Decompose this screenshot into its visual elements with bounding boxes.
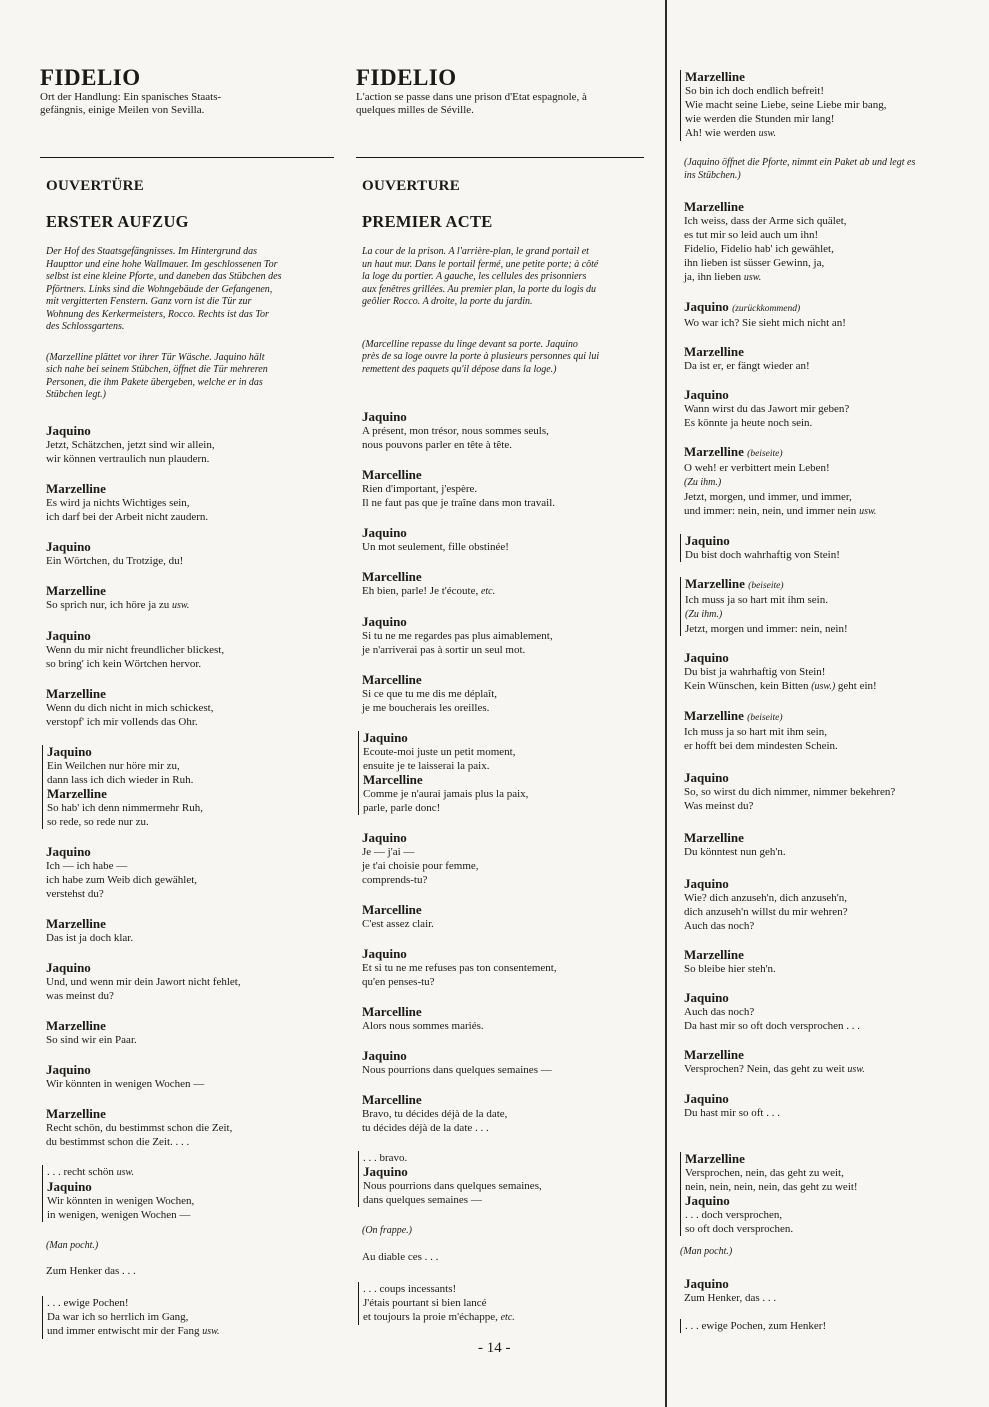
speech-text: O weh! er verbittert mein Leben! — [684, 462, 830, 474]
speech-text: Jetzt, morgen und immer: nein, nein! — [685, 623, 848, 635]
speech-text — [684, 490, 978, 519]
speech-text: Du könntest nun geh'n. — [684, 846, 786, 858]
speech-text: Ecoute-moi juste un petit moment, ensuite je te laisserai la paix. — [363, 746, 516, 772]
speech-text: Wann wirst du das Jawort mir geben? Es könnte ja heute noch sein. — [684, 403, 850, 429]
abbrev: (usw.) — [811, 681, 836, 692]
speech-text: Wo war ich? Sie sieht mich nicht an! — [684, 317, 846, 329]
abbrev: usw. — [758, 128, 776, 139]
speech — [684, 445, 978, 519]
speech-text: Ich muss ja so hart mit ihm sein. — [685, 594, 828, 606]
speaker-name-main: Marzelline — [685, 576, 745, 591]
speech-text: Rien d'important, j'espère. Il ne faut pas que je traîne dans mon travail. — [362, 483, 556, 509]
speech — [362, 570, 646, 599]
abbrev: usw. — [859, 506, 877, 517]
speaker-name: Marcelline — [363, 772, 423, 787]
abbrev: usw. — [116, 1166, 134, 1178]
speech-text: Si ce que tu me dis me déplaît, je me boucherais les oreilles. — [362, 688, 498, 714]
speech — [46, 1264, 340, 1278]
speaker-name: Jaquino — [46, 843, 91, 859]
speaker-name: Marzelline — [47, 785, 107, 801]
speech-text — [46, 598, 340, 613]
abbrev: etc. — [500, 1311, 515, 1323]
speaker-name: Marzelline — [684, 199, 744, 214]
speaker-name: Jaquino — [363, 1164, 408, 1179]
speech-text-main: So bin ich doch endlich befreit! Wie macht seine Liebe, seine Liebe mir bang, wie werden die Stunden mir lang! Ah! wie werden — [685, 85, 887, 139]
speaker-name: Marzelline — [684, 344, 744, 359]
speech-text: So sind wir ein Paar. — [46, 1033, 137, 1046]
speech-text: Es wird ja nichts Wichtiges sein, ich darf bei der Arbeit nicht zaudern. — [46, 496, 209, 523]
duet-bracket — [42, 1296, 340, 1339]
stage-aside: (beiseite) — [747, 713, 783, 723]
speaker-name: Marzelline — [684, 1047, 744, 1062]
speech-text-main: Jetzt, morgen, und immer, und immer, und immer: nein, nein, und immer nein — [684, 491, 857, 517]
german-stage-direction: Der Hof des Staatsgefängnisses. Im Hintergrund das Haupttor und eine hohe Wallmauer. Im geschlossenen Tor selbst ist eine kleine Pforte, und daneben das Stübchen des Pförtners. Links sind die Wohngebäude der Gefangenen, mit vergitterten Fenstern. Ganz vorn ist die Tür zur Wohnung des Kerkermeisters, Rocco. Rechts ist das Tor des Schlossgartens. — [46, 246, 282, 332]
duet-bracket — [42, 1165, 340, 1222]
speech-text-main: . . . coups incessants! J'étais pourtant si bien lancé et toujours la proie m'échappe, — [363, 1282, 498, 1323]
speech-text-main: Eh bien, parle! Je t'écoute, — [362, 585, 479, 597]
speech-text: Versprochen, nein, das geht zu weit, nein, nein, nein, nein, das geht zu weit! — [685, 1167, 858, 1193]
speaker-name: Jaquino — [362, 1048, 407, 1063]
speech — [46, 1107, 340, 1149]
french-title: FIDELIO — [356, 65, 457, 90]
speaker-name: Jaquino — [47, 743, 92, 759]
speaker-name: Jaquino — [46, 538, 91, 554]
speech-text: Nous pourrions dans quelques semaines — — [362, 1064, 552, 1076]
german-stage-direction: (Marzelline plättet vor ihrer Tür Wäsche. Jaquino hält sich nahe bei seinem Stübchen, öffnet die Tür mehreren Personen, die ihm Pakete übergeben, welche er in das Stübchen legt.) — [46, 351, 268, 400]
speech-text — [47, 1165, 340, 1180]
speech — [46, 917, 340, 945]
speech — [362, 410, 646, 452]
german-setting: Ort der Handlung: Ein spanisches Staats- gefängnis, einige Meilen von Sevilla. — [40, 91, 222, 116]
speech-text: Wir könnten in wenigen Wochen, in wenigen, wenigen Wochen — — [47, 1194, 195, 1221]
speaker-name: Marcelline — [362, 569, 422, 584]
speaker-name: Jaquino — [362, 614, 407, 629]
french-act-heading: PREMIER ACTE — [362, 212, 493, 231]
speech-text: Und, und wenn mir dein Jawort nicht fehlet, was meinst du? — [46, 975, 241, 1002]
speech — [362, 526, 646, 554]
german-overture-heading: OUVERTÜRE — [46, 178, 145, 194]
stage-direction: (Jaquino öffnet die Pforte, nimmt ein Paket ab und legt es ins Stübchen.) — [684, 157, 916, 181]
speaker-name: Marzelline — [46, 1105, 106, 1121]
speech-text: Wenn du mir nicht freundlicher blickest, so bring' ich kein Wörtchen hervor. — [46, 643, 225, 670]
speech-text: Ein Weilchen nur höre mir zu, dann lass ich dich wieder in Ruh. — [47, 759, 194, 786]
speech-text-main: So sprich nur, ich höre ja zu — [46, 598, 170, 611]
speech — [46, 961, 340, 1003]
german-column — [40, 66, 340, 1339]
speech — [684, 388, 978, 430]
stage-aside — [684, 475, 978, 490]
divider — [356, 157, 644, 158]
french-stage-direction: (Marcelline repasse du linge devant sa porte. Jaquino près de sa loge ouvre la porte à plusieurs personnes qui lui remettent des paquets qu'il dépose dans la loge.) — [362, 338, 600, 375]
speech-text — [684, 214, 978, 285]
speech — [46, 540, 340, 568]
speaker-name: Jaquino — [684, 770, 729, 785]
speech — [362, 947, 646, 989]
speech-text: Du hast mir so oft . . . — [684, 1107, 780, 1119]
speech — [46, 1019, 340, 1047]
speaker-name: Jaquino — [46, 627, 91, 643]
speech-text: Alors nous sommes mariés. — [362, 1020, 484, 1032]
speaker-name: Marzelline — [46, 582, 106, 598]
speaker-name: Marzelline — [684, 947, 744, 962]
duet-bracket — [358, 1151, 646, 1207]
speech — [684, 877, 978, 933]
duet-bracket — [358, 731, 646, 815]
abbrev: etc. — [480, 586, 496, 597]
stage-aside: (zurückkommend) — [732, 304, 801, 314]
speaker-name: Jaquino — [363, 730, 408, 745]
speech-text: . . . bravo. — [363, 1152, 408, 1164]
speech — [684, 651, 978, 694]
speech-text: Je — j'ai — je t'ai choisie pour femme, comprends-tu? — [362, 846, 479, 886]
speech — [684, 948, 978, 976]
speaker-name: Jaquino — [684, 387, 729, 402]
speaker-name: Marzelline — [46, 480, 106, 496]
speaker-name: Jaquino — [684, 1091, 729, 1106]
stage-aside — [685, 607, 978, 622]
speaker-name: Jaquino — [46, 422, 91, 438]
abbrev: usw. — [743, 272, 762, 283]
french-column — [356, 66, 646, 1325]
abbrev: usw. — [847, 1064, 865, 1075]
german-act-heading: ERSTER AUFZUG — [46, 212, 189, 231]
speech — [684, 771, 978, 813]
duet-bracket — [42, 745, 340, 829]
speaker-name — [685, 577, 978, 593]
speaker-name — [684, 445, 978, 461]
speech — [684, 200, 978, 285]
speech — [680, 577, 978, 636]
speech-text: Recht schön, du bestimmst schon die Zeit, du bestimmst schon die Zeit. . . . — [46, 1121, 233, 1148]
stage-aside: (beiseite) — [747, 449, 783, 459]
speaker-name: Jaquino — [362, 525, 407, 540]
speech-text: Jetzt, Schätzchen, jetzt sind wir allein, wir können vertraulich nun plaudern. — [46, 438, 215, 465]
speech-text: Au diable ces . . . — [362, 1250, 439, 1263]
speaker-name — [684, 709, 978, 725]
duet-bracket — [358, 1282, 646, 1325]
speaker-name: Marzelline — [46, 1017, 106, 1033]
speech — [46, 687, 340, 729]
speech-text: Un mot seulement, fille obstinée! — [362, 541, 509, 553]
speech-text — [362, 584, 646, 599]
speech — [46, 845, 340, 901]
speech — [362, 468, 646, 510]
speech-text — [684, 1062, 978, 1077]
speaker-name: Marcelline — [362, 1004, 422, 1019]
speaker-name: Marzelline — [685, 1151, 745, 1166]
speech-text: Ich muss ja so hart mit ihm sein, er hofft bei dem mindesten Schein. — [684, 726, 838, 752]
speaker-name: Jaquino — [684, 990, 729, 1005]
speech — [684, 1092, 978, 1120]
speech — [684, 709, 978, 753]
speaker-name: Marcelline — [362, 672, 422, 687]
speech-text: Et si tu ne me refuses pas ton consentement, qu'en penses-tu? — [362, 962, 557, 988]
speech-text: So hab' ich denn nimmermehr Ruh, so rede, so rede nur zu. — [47, 801, 203, 828]
speech-text-main: Versprochen? Nein, das geht zu weit — [684, 1063, 845, 1075]
speech-text: Comme je n'aurai jamais plus la paix, parle, parle donc! — [363, 788, 529, 814]
french-stage-direction: (On frappe.) — [362, 1225, 412, 1236]
speech-text — [363, 1282, 646, 1325]
speech — [46, 584, 340, 613]
speaker-name: Jaquino — [685, 1193, 730, 1208]
speech — [362, 1049, 646, 1077]
speech-text: . . . ewige Pochen, zum Henker! — [685, 1319, 827, 1332]
stage-direction: (Man pocht.) — [680, 1246, 733, 1257]
speech-text-main: . . . recht schön — [47, 1165, 114, 1178]
speaker-name: Jaquino — [362, 830, 407, 845]
speech-text: Ein Wörtchen, du Trotzige, du! — [46, 554, 184, 567]
speaker-name: Jaquino — [362, 409, 407, 424]
speech — [46, 482, 340, 524]
speech — [680, 70, 978, 141]
speaker-name: Jaquino — [362, 946, 407, 961]
speech-text — [684, 665, 978, 694]
speaker-name: Jaquino — [685, 533, 730, 548]
speech-text: Auch das noch? Da hast mir so oft doch versprochen . . . — [684, 1006, 860, 1032]
speech — [684, 1277, 978, 1305]
speech-text: A présent, mon trésor, nous sommes seuls, nous pouvons parler en tête à tête. — [362, 425, 549, 451]
speaker-name: Jaquino — [47, 1178, 92, 1194]
speech-text: Wir könnten in wenigen Wochen — — [46, 1077, 205, 1090]
speech-text: Nous pourrions dans quelques semaines, dans quelques semaines — — [363, 1180, 542, 1206]
speech — [684, 345, 978, 373]
stage-aside-text: (Zu ihm.) — [685, 609, 723, 620]
speech — [684, 831, 978, 859]
speech-text — [47, 1296, 340, 1339]
speech-text: Das ist ja doch klar. — [46, 931, 134, 944]
speech-text: Da ist er, er fängt wieder an! — [684, 360, 810, 372]
speaker-name: Marzelline — [684, 830, 744, 845]
speaker-name: Marzelline — [46, 685, 106, 701]
speaker-name-main: Marzelline — [684, 708, 744, 723]
speech-text: Zum Henker das . . . — [46, 1265, 136, 1277]
speech — [46, 629, 340, 671]
speech-text: Bravo, tu décides déjà de la date, tu décides déjà de la date . . . — [362, 1108, 508, 1134]
speaker-name: Jaquino — [46, 959, 91, 975]
speech-text — [685, 84, 978, 141]
german-title: FIDELIO — [40, 65, 141, 90]
speaker-name: Jaquino — [46, 1061, 91, 1077]
speech-text: Si tu ne me regardes pas plus aimablement, je n'arriverai pas à sortir un seul mot. — [362, 630, 553, 656]
speech — [362, 1005, 646, 1033]
speech-text-main: . . . ewige Pochen! Da war ich so herrlich im Gang, und immer entwischt mir der Fang — [47, 1297, 200, 1337]
french-stage-direction: La cour de la prison. A l'arrière-plan, le grand portail et un haut mur. Dans le portail fermé, une petite porte; à côté la loge du portier. A gauche, les cellules des prisonniers aux fenêtres grillées. Au premier plan, la porte du logis du geôlier Rocco. A droite, la porte du jardin. — [362, 246, 599, 307]
speaker-name: Marzelline — [46, 915, 106, 931]
speech-text: Zum Henker, das . . . — [684, 1291, 777, 1304]
speech-text: So, so wirst du dich nimmer, nimmer bekehren? Was meinst du? — [684, 786, 896, 812]
speaker-name: Jaquino — [684, 650, 729, 665]
duet-bracket — [680, 1319, 978, 1333]
speaker-name: Marcelline — [362, 902, 422, 917]
speech — [362, 1250, 646, 1264]
speech-text: C'est assez clair. — [362, 918, 434, 930]
speaker-name: Jaquino — [684, 876, 729, 891]
speech — [362, 831, 646, 887]
page-fold-line — [665, 0, 667, 1407]
speech — [362, 615, 646, 657]
speaker-name: Jaquino — [684, 1275, 729, 1291]
speech — [46, 1063, 340, 1091]
divider — [40, 157, 334, 158]
speech — [362, 903, 646, 931]
speech-text: . . . doch versprochen, so oft doch versprochen. — [685, 1209, 794, 1235]
continuation-column — [678, 70, 978, 1333]
speech — [46, 424, 340, 466]
speech-text: Du bist doch wahrhaftig von Stein! — [685, 549, 840, 561]
speech — [680, 534, 978, 562]
speech-text-main: Du bist ja wahrhaftig von Stein! Kein Wünschen, kein Bitten — [684, 666, 826, 692]
speech-text-main: Ich weiss, dass der Arme sich quälet, es tut mir so leid auch um ihn! Fidelio, Fidelio hab' ich gewählet, ihn lieben ist süsser Gewinn, ja, ja, ihn lieben — [684, 215, 847, 283]
speaker-name: Marcelline — [362, 467, 422, 482]
french-overture-heading: OUVERTURE — [362, 178, 461, 194]
german-stage-direction: (Man pocht.) — [46, 1239, 99, 1251]
page-number: - 14 - — [478, 1340, 511, 1356]
speech-text: So bleibe hier steh'n. — [684, 963, 776, 975]
speaker-name-main: Jaquino — [684, 299, 729, 314]
speech-text: Wie? dich anzuseh'n, dich anzuseh'n, dich anzuseh'n willst du mir wehren? Auch das noch? — [684, 892, 848, 932]
speech — [684, 300, 978, 330]
stage-aside: (beiseite) — [748, 581, 784, 591]
abbrev: usw. — [202, 1326, 220, 1337]
speaker-name — [684, 300, 978, 316]
speaker-name-main: Marzelline — [684, 444, 744, 459]
speech-text-end: geht ein! — [837, 680, 877, 692]
speech — [684, 991, 978, 1033]
speech-text: Ich — ich habe — ich habe zum Weib dich gewählet, verstehst du? — [46, 859, 198, 900]
speaker-name: Marcelline — [362, 1092, 422, 1107]
french-setting: L'action se passe dans une prison d'Etat espagnole, à quelques milles de Séville. — [356, 91, 587, 116]
duet-bracket — [680, 1152, 978, 1236]
speaker-name: Marzelline — [685, 69, 745, 84]
speech-text: Wenn du dich nicht in mich schickest, verstopf' ich mir vollends das Ohr. — [46, 701, 214, 728]
speech — [362, 673, 646, 715]
speech — [362, 1093, 646, 1135]
abbrev: usw. — [172, 599, 190, 611]
stage-aside-text: (Zu ihm.) — [684, 477, 722, 488]
speech — [684, 1048, 978, 1077]
